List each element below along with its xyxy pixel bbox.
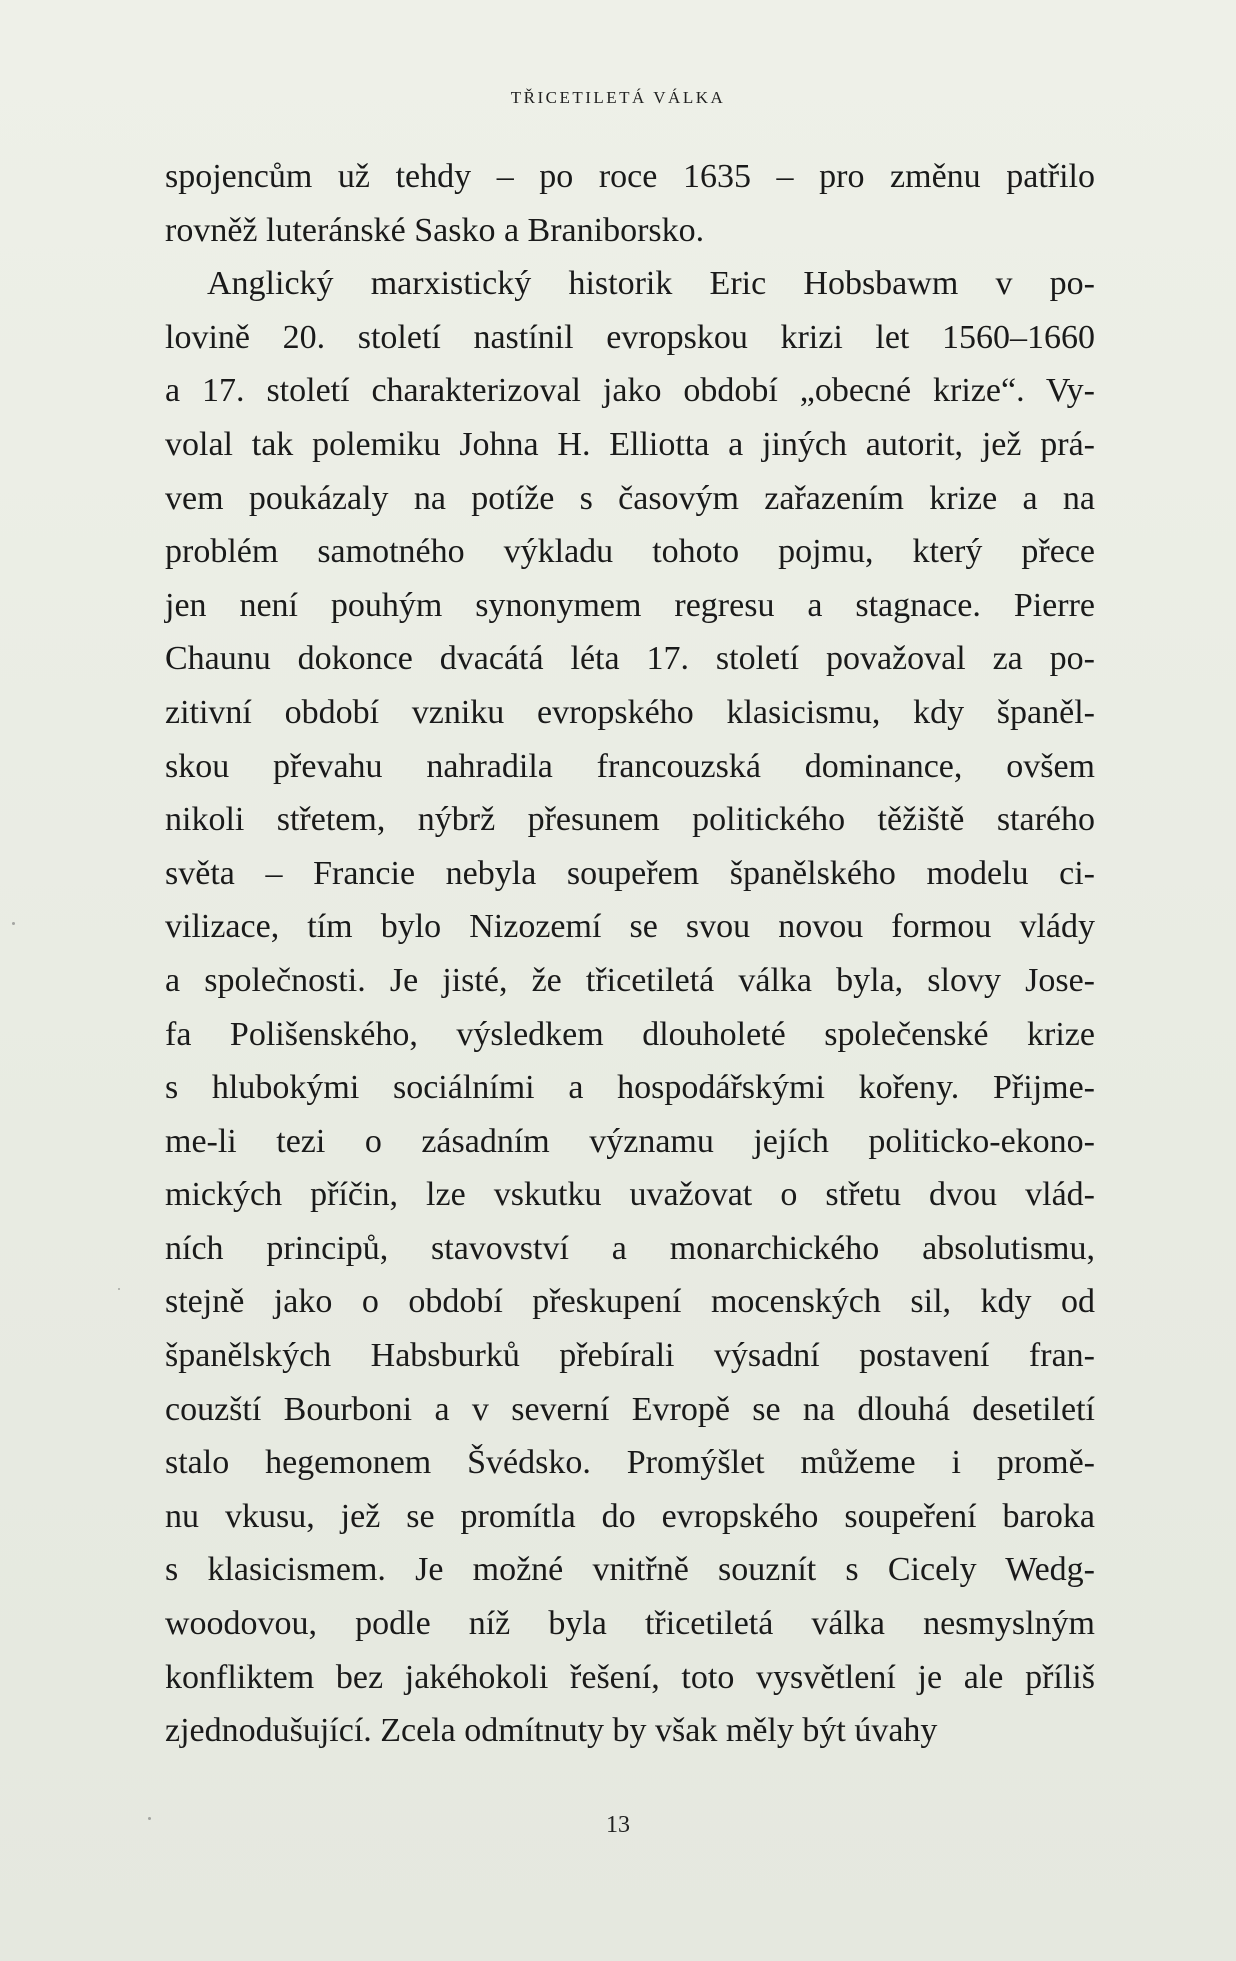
page-number: 13 (606, 1812, 630, 1838)
text-line: s klasicismem. Je možné vnitřně souznít s Cicely Wedg- (165, 1551, 1095, 1589)
text-line: me-li tezi o zásadním významu jejích politicko-ekono- (165, 1122, 1095, 1160)
text-line: světa – Francie nebyla soupeřem španělského modelu ci- (165, 854, 1095, 892)
text-line: a 17. století charakterizoval jako období „obecné krize“. Vy- (165, 372, 1095, 410)
paper-speck (148, 1817, 151, 1820)
text-line: skou převahu nahradila francouzská dominance, ovšem (165, 747, 1095, 785)
running-head: TŘICETILETÁ VÁLKA (510, 88, 726, 107)
text-line: vem poukázaly na potíže s časovým zařazením krize a na (165, 479, 1095, 517)
text-line: zitivní období vzniku evropského klasicismu, kdy španěl- (165, 693, 1095, 731)
text-line: mických příčin, lze vskutku uvažovat o střetu dvou vlád- (165, 1176, 1095, 1214)
text-line: Chaunu dokonce dvacátá léta 17. století považoval za po- (165, 640, 1095, 678)
text-line: jen není pouhým synonymem regresu a stagnace. Pierre (165, 586, 1095, 624)
text-line: vilizace, tím bylo Nizozemí se svou novou formou vlády (165, 908, 1095, 946)
text-line: a společnosti. Je jisté, že třicetiletá válka byla, slovy Jose- (165, 961, 1095, 999)
text-line: couzští Bourboni a v severní Evropě se na dlouhá desetiletí (165, 1390, 1095, 1428)
text-line: konfliktem bez jakéhokoli řešení, toto vysvětlení je ale příliš (165, 1658, 1095, 1696)
paper-speck (12, 922, 15, 925)
text-line: woodovou, podle níž byla třicetiletá válka nesmyslným (165, 1605, 1095, 1643)
text-line: španělských Habsburků přebírali výsadní postavení fran- (165, 1337, 1095, 1375)
text-line: zjednodušující. Zcela odmítnuty by však měly být úvahy (165, 1712, 938, 1750)
text-line: rovněž luteránské Sasko a Braniborsko. (165, 211, 705, 249)
text-line: fa Polišenského, výsledkem dlouholeté společenské krize (165, 1015, 1095, 1053)
text-line: nu vkusu, jež se promítla do evropského soupeření baroka (165, 1497, 1095, 1535)
text-line: volal tak polemiku Johna H. Elliotta a jiných autorit, jež prá- (165, 425, 1095, 463)
text-line: s hlubokými sociálními a hospodářskými kořeny. Přijme- (165, 1069, 1095, 1107)
body-text (165, 150, 1095, 1758)
paper-speck (118, 1288, 120, 1290)
text-line: ních principů, stavovství a monarchického absolutismu, (165, 1229, 1095, 1267)
text-line: stalo hegemonem Švédsko. Promýšlet můžeme i promě- (165, 1444, 1095, 1482)
text-line: lovině 20. století nastínil evropskou krizi let 1560–1660 (165, 318, 1095, 356)
text-line: problém samotného výkladu tohoto pojmu, který přece (165, 533, 1095, 571)
text-line: Anglický marxistický historik Eric Hobsbawm v po- (207, 265, 1095, 303)
text-line: stejně jako o období přeskupení mocenských sil, kdy od (165, 1283, 1095, 1321)
text-line: spojencům už tehdy – po roce 1635 – pro změnu patřilo (165, 158, 1095, 195)
text-line: nikoli střetem, nýbrž přesunem politického těžiště starého (165, 801, 1095, 839)
